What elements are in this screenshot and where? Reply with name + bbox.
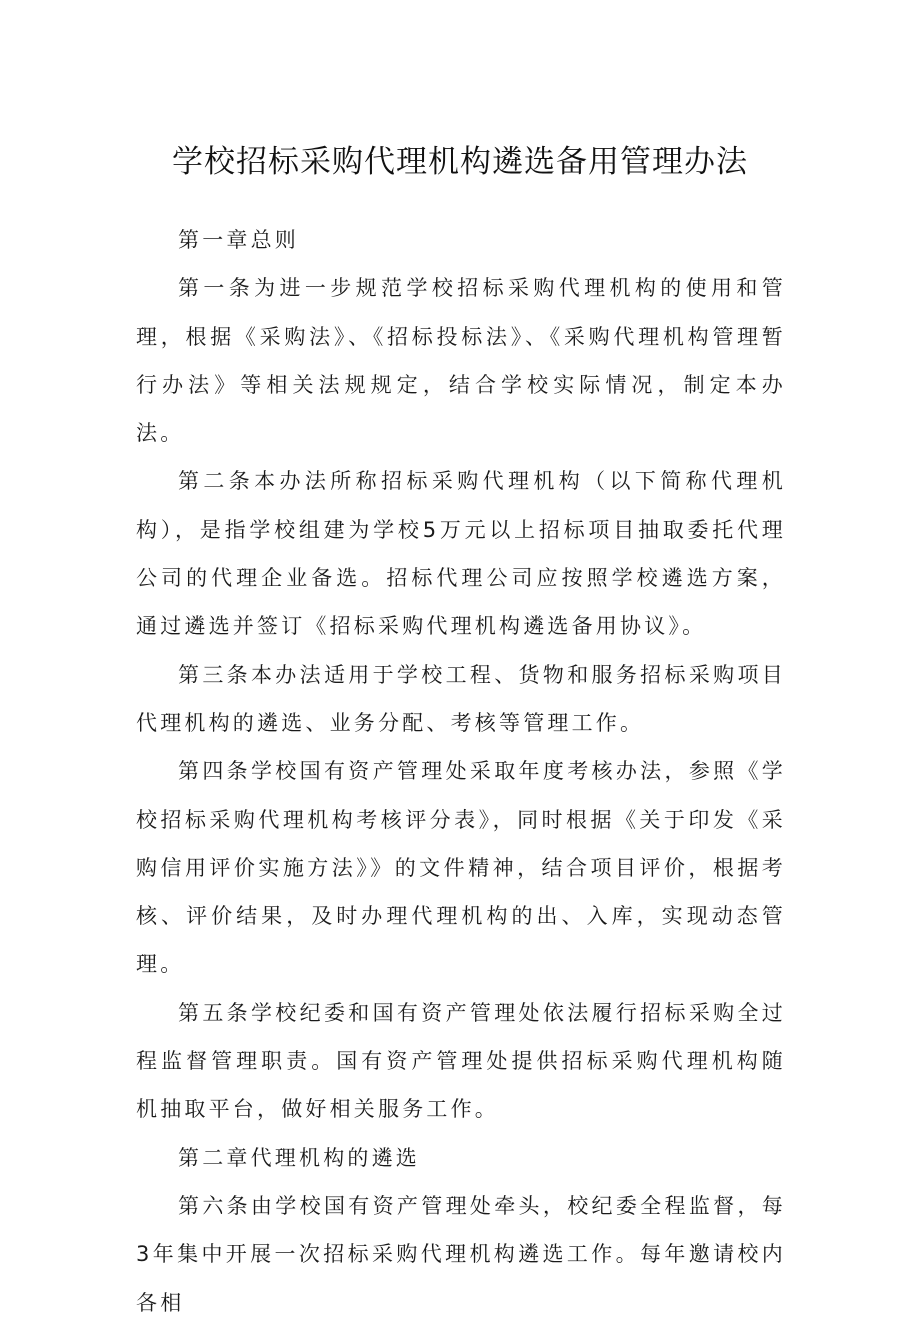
chapter-heading-1: 第一章总则 <box>178 228 299 252</box>
document-title: 学校招标采购代理机构遴选备用管理办法 <box>172 144 748 180</box>
article-5: 第五条学校纪委和国有资产管理处依法履行招标采购全过程监督管理职责。国有资产管理处提供招标采购代理机构随机抽取平台，做好相关服务工作。 <box>136 1000 786 1122</box>
article-4: 第四条学校国有资产管理处采取年度考核办法，参照《学校招标采购代理机构考核评分表》，同时根据《关于印发《采购信用评价实施方法》》的文件精神，结合项目评价，根据考核、评价结果，及时办理代理机构的出、入库，实现动态管理。 <box>136 759 786 977</box>
article-3: 第三条本办法适用于学校工程、货物和服务招标采购项目代理机构的遴选、业务分配、考核等管理工作。 <box>136 662 786 735</box>
article-2: 第二条本办法所称招标采购代理机构（以下简称代理机构），是指学校组建为学校5万元以上招标项目抽取委托代理公司的代理企业备选。招标代理公司应按照学校遴选方案，通过遴选并签订《招标采购代理机构遴选备用协议》。 <box>136 469 786 639</box>
article-1: 第一条为进一步规范学校招标采购代理机构的使用和管理，根据《采购法》、《招标投标法》、《采购代理机构管理暂行办法》等相关法规规定，结合学校实际情况，制定本办法。 <box>136 276 786 446</box>
chapter-heading-2: 第二章代理机构的遴选 <box>178 1145 420 1170</box>
document-body <box>136 216 786 1327</box>
article-6: 第六条由学校国有资产管理处牵头，校纪委全程监督，每3年集中开展一次招标采购代理机构遴选工作。每年邀请校内各相 <box>136 1193 786 1315</box>
